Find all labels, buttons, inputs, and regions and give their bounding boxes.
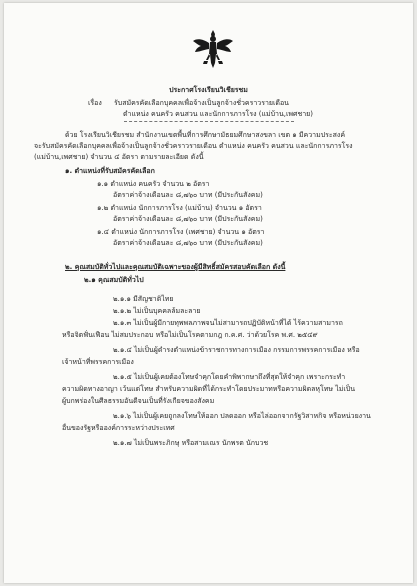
position-1-wage: อัตราค่าจ้างเดือนละ ๘,๗๖๐ บาท (มีประกันสังคม) [113, 191, 263, 199]
intro-line-2: จะรับสมัครคัดเลือกบุคคลเพื่อจ้างเป็นลูกจ้างชั่วคราวรายเดือน ตำแหน่ง คนครัว คนสวน และนักการภารโรง [34, 142, 353, 150]
qualification-line: ผู้บกพร่องในศีลธรรมอันดีจนเป็นที่รังเกียจของสังคม [62, 397, 215, 405]
section-2-1-heading: ๒.๑ คุณสมบัติทั่วไป [84, 276, 144, 284]
intro-line-1: ด้วย โรงเรียนวิเชียรชม สำนักงานเขตพื้นที่การศึกษามัธยมศึกษาสงขลา เขต ๑ มีความประสงค์ [65, 131, 346, 139]
qualification-line: เจ้าหน้าที่พรรคการเมือง [62, 358, 134, 366]
position-2-title: ๑.๒ ตำแหน่ง นักการภารโรง (แม่บ้าน) จำนวน ๑ อัตรา [97, 204, 262, 212]
qualification-line: ๒.๑.๗ ไม่เป็นพระภิกษุ หรือสามเณร นักพรต นักบวช [113, 439, 269, 447]
qualification-line: ๒.๑.๒ ไม่เป็นบุคคลล้มละลาย [113, 307, 201, 315]
document-page [4, 3, 413, 583]
qualification-line: หรือจิตฟั่นเฟือน ไม่สมประกอบ หรือไม่เป็นโรคตามกฎ ก.ค.ศ. ว่าด้วยโรค พ.ศ. ๒๕๔๙ [62, 331, 318, 339]
garuda-emblem-icon [190, 27, 236, 73]
header-divider [124, 121, 294, 122]
qualification-line: ๒.๑.๕ ไม่เป็นผู้เคยต้องโทษจำคุกโดยคำพิพากษาถึงที่สุดให้จำคุก เพราะกระทำ [113, 373, 346, 381]
position-2-wage: อัตราค่าจ้างเดือนละ ๘,๗๖๐ บาท (มีประกันสังคม) [113, 215, 263, 223]
subject-text: รับสมัครคัดเลือกบุคคลเพื่อจ้างเป็นลูกจ้างชั่วคราวรายเดือน [114, 99, 289, 107]
qualification-line: ๒.๑.๖ ไม่เป็นผู้เคยถูกลงโทษให้ออก ปลดออก หรือไล่ออกจากรัฐวิสาหกิจ หรือหน่วยงาน [113, 412, 371, 420]
qualification-line: อื่นของรัฐหรือองค์การระหว่างประเทศ [62, 424, 175, 432]
qualification-line: ๒.๑.๔ ไม่เป็นผู้ดำรงตำแหน่งข้าราชการทางการเมือง กรรมการพรรคการเมือง หรือ [113, 346, 360, 354]
position-1-title: ๑.๑ ตำแหน่ง คนครัว จำนวน ๒ อัตรา [97, 180, 210, 188]
positions-text: ตำแหน่ง คนครัว คนสวน และนักการภารโรง (แม่บ้าน,เพศชาย) [123, 110, 313, 118]
position-3-title: ๑.๔ ตำแหน่ง นักการภารโรง (เพศชาย) จำนวน ๑ อัตรา [97, 228, 265, 236]
qualification-line: ความผิดทางอาญา เว้นแต่โทษ สำหรับความผิดที่ได้กระทำโดยประมาทหรือความผิดลหุโทษ ไม่เป็น [62, 385, 355, 393]
qualification-line: ๒.๑.๓ ไม่เป็นผู้มีกายทุพพลภาพจนไม่สามารถปฏิบัติหน้าที่ได้ ไร้ความสามารถ [113, 319, 343, 327]
position-3-wage: อัตราค่าจ้างเดือนละ ๘,๗๖๐ บาท (มีประกันสังคม) [113, 239, 263, 247]
section-2-heading: ๒. คุณสมบัติทั่วไปและคุณสมบัติเฉพาะของผู้มีสิทธิ์สมัครสอบคัดเลือก ดังนี้ [65, 263, 286, 271]
school-announcement-title: ประกาศโรงเรียนวิเชียรชม [169, 86, 248, 94]
section-1-heading: ๑. ตำแหน่งที่รับสมัครคัดเลือก [65, 167, 155, 175]
subject-label: เรื่อง [88, 99, 102, 107]
qualification-line: ๒.๑.๑ มีสัญชาติไทย [113, 295, 174, 303]
intro-line-3: (แม่บ้าน,เพศชาย) จำนวน ๔ อัตรา ตามรายละเอียด ดังนี้ [34, 153, 204, 161]
